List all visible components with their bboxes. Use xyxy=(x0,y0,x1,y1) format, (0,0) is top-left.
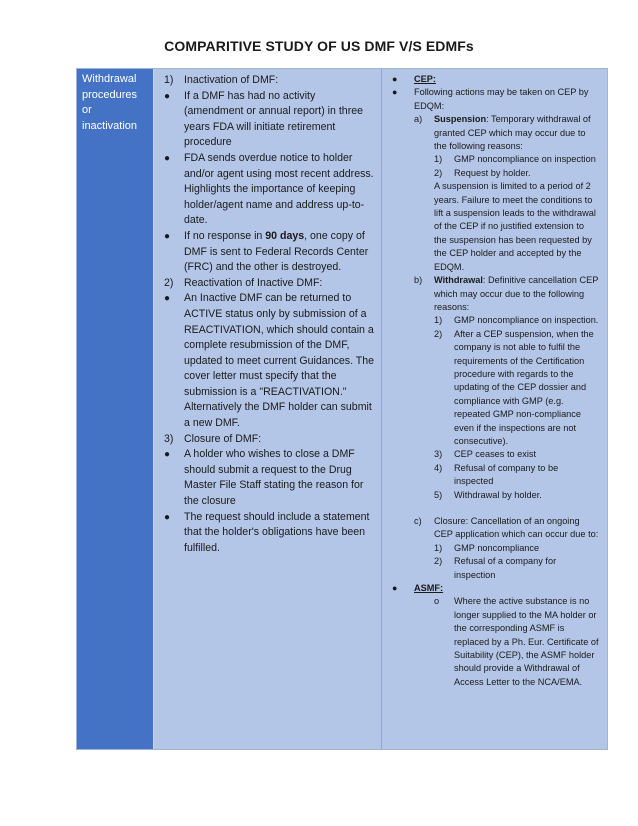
bullet-icon: ● xyxy=(164,511,171,523)
dmf-section-closure xyxy=(164,432,375,448)
bold-text: Withdrawal xyxy=(434,275,483,286)
list-item-text: Inactivation of DMF: xyxy=(184,74,279,86)
dmf-section-reactivation xyxy=(164,276,375,292)
heading-text: CEP: xyxy=(414,74,436,84)
bullet-icon: ● xyxy=(392,74,398,84)
list-number: 1) xyxy=(434,542,443,553)
list-item xyxy=(434,595,599,689)
list-item-text: A holder who wishes to close a DMF should submit a request to the Drug Master File Staff stating the reason for the closure xyxy=(184,448,364,508)
list-number: 2) xyxy=(434,556,443,567)
closure-item xyxy=(414,515,599,542)
list-item xyxy=(434,328,599,449)
list-item xyxy=(164,510,375,557)
list-item xyxy=(434,314,599,327)
page-title: COMPARITIVE STUDY OF US DMF V/S EDMFs xyxy=(164,38,474,54)
list-item-text: Closure of DMF: xyxy=(184,432,262,445)
bullet-icon: ● xyxy=(164,449,171,461)
cep-heading xyxy=(392,73,599,86)
list-item-text: Refusal of company to be inspected xyxy=(454,462,559,487)
list-item-text: If a DMF has had no activity (amendment or annual report) in three years FDA will initiate retirement procedure xyxy=(184,89,364,149)
list-number: 2) xyxy=(434,328,443,339)
bold-text: Suspension xyxy=(434,114,487,125)
list-item-text: GMP noncompliance on inspection xyxy=(454,154,596,165)
list-item xyxy=(392,86,599,113)
list-item xyxy=(164,447,375,509)
row-header-cell xyxy=(77,69,154,749)
list-item xyxy=(164,89,375,151)
bullet-icon: ● xyxy=(392,87,398,98)
list-item-text: Withdrawal by holder. xyxy=(454,489,542,500)
comparison-table xyxy=(76,68,608,750)
list-number: 1) xyxy=(164,74,174,86)
list-item-text xyxy=(184,229,375,276)
list-item xyxy=(434,448,599,461)
edmf-cell xyxy=(382,69,607,749)
list-number: 2) xyxy=(434,167,443,178)
list-item xyxy=(164,291,375,431)
text-run: : Definitive cancellation CEP which may occur due to the following reasons: xyxy=(434,275,599,312)
list-item-text: Where the active substance is no longer supplied to the MA holder or the corresponding ASMF is replaced by a Ph. Eur. Certificate of Suitability (CEP), the ASMF holder should provide a Withdrawal of Access Letter to the NCA/EMA. xyxy=(454,596,599,687)
list-item-text: GMP noncompliance xyxy=(454,542,540,553)
list-item-text: After a CEP suspension, when the company is not able to fulfil the requirements of the Certification procedure with regards to the updating of the CEP dossier and compliance with GMP (e.g. repeated GMP non-compliance even if the inspections are not consecutive). xyxy=(454,328,594,446)
list-item-text: An Inactive DMF can be returned to ACTIVE status only by submission of a REACTIVATION, which should contain a complete resubmission of the DMF, updated to meet current Guidances. The cover letter must specify that the submission is a "REACTIVATION." Alternatively the DMF holder can submit a new DMF. xyxy=(184,292,375,430)
withdrawal-item xyxy=(414,274,599,314)
list-item xyxy=(434,462,599,489)
list-item-text: GMP noncompliance on inspection. xyxy=(454,315,599,326)
list-item-text: Following actions may be taken on CEP by EDQM: xyxy=(414,87,589,111)
asmf-heading xyxy=(392,582,599,595)
dmf-section-inactivation xyxy=(164,73,375,89)
text-run: , one copy of DMF is sent to Federal Records Center (FRC) and the other is destroyed. xyxy=(184,229,369,274)
us-dmf-cell xyxy=(154,69,382,749)
list-item-text: The request should include a statement that the holder's obligations have been fulfilled. xyxy=(184,510,370,554)
list-number: 5) xyxy=(434,489,443,500)
suspension-note: A suspension is limited to a period of 2 years. Failure to meet the conditions to lift a suspension leads to the withdrawal of the CEP if no justified extension to the suspension has been requested by the CEP holder and accepted by the EDQM. xyxy=(434,181,596,272)
list-letter: a) xyxy=(414,114,423,125)
list-item xyxy=(164,151,375,229)
list-number: 1) xyxy=(434,315,443,326)
list-item xyxy=(434,489,599,502)
list-item xyxy=(434,167,599,180)
bullet-icon: ● xyxy=(164,230,171,242)
list-number: 3) xyxy=(164,432,174,445)
list-number: 3) xyxy=(434,449,443,460)
list-item xyxy=(164,229,375,276)
bullet-icon: ● xyxy=(164,90,171,102)
list-item-text xyxy=(434,113,599,153)
list-letter: c) xyxy=(414,516,422,526)
list-item-text: Closure: Cancellation of an ongoing CEP application which can occur due to: xyxy=(434,516,599,540)
list-item-text: CEP ceases to exist xyxy=(454,449,537,460)
list-item-text: Request by holder. xyxy=(454,167,531,178)
list-item xyxy=(434,555,599,582)
list-item-text: Reactivation of Inactive DMF: xyxy=(184,276,323,289)
bullet-icon: ● xyxy=(392,583,398,594)
list-item-text: Refusal of a company for inspection xyxy=(454,556,557,580)
list-number: 4) xyxy=(434,462,443,473)
suspension-item xyxy=(414,113,599,153)
list-item-text: FDA sends overdue notice to holder and/or agent using most recent address. Highlights the importance of keeping holder/agent name and address up-to-date. xyxy=(184,151,374,227)
circle-bullet-icon: o xyxy=(434,596,440,607)
list-item-text xyxy=(434,274,599,314)
heading-text: ASMF: xyxy=(414,583,444,594)
text-run: If no response in xyxy=(184,229,266,242)
row-header-label: Withdrawal procedures or inactivation xyxy=(82,73,138,132)
list-number: 2) xyxy=(164,276,174,289)
text-run: : Temporary withdrawal of granted CEP which may occur due to the following reasons: xyxy=(434,114,591,152)
bullet-icon: ● xyxy=(164,152,171,164)
bold-text: 90 days xyxy=(265,229,305,242)
list-number: 1) xyxy=(434,154,443,165)
list-item xyxy=(434,542,599,555)
list-letter: b) xyxy=(414,275,423,286)
bullet-icon: ● xyxy=(164,293,171,305)
list-item xyxy=(434,153,599,166)
